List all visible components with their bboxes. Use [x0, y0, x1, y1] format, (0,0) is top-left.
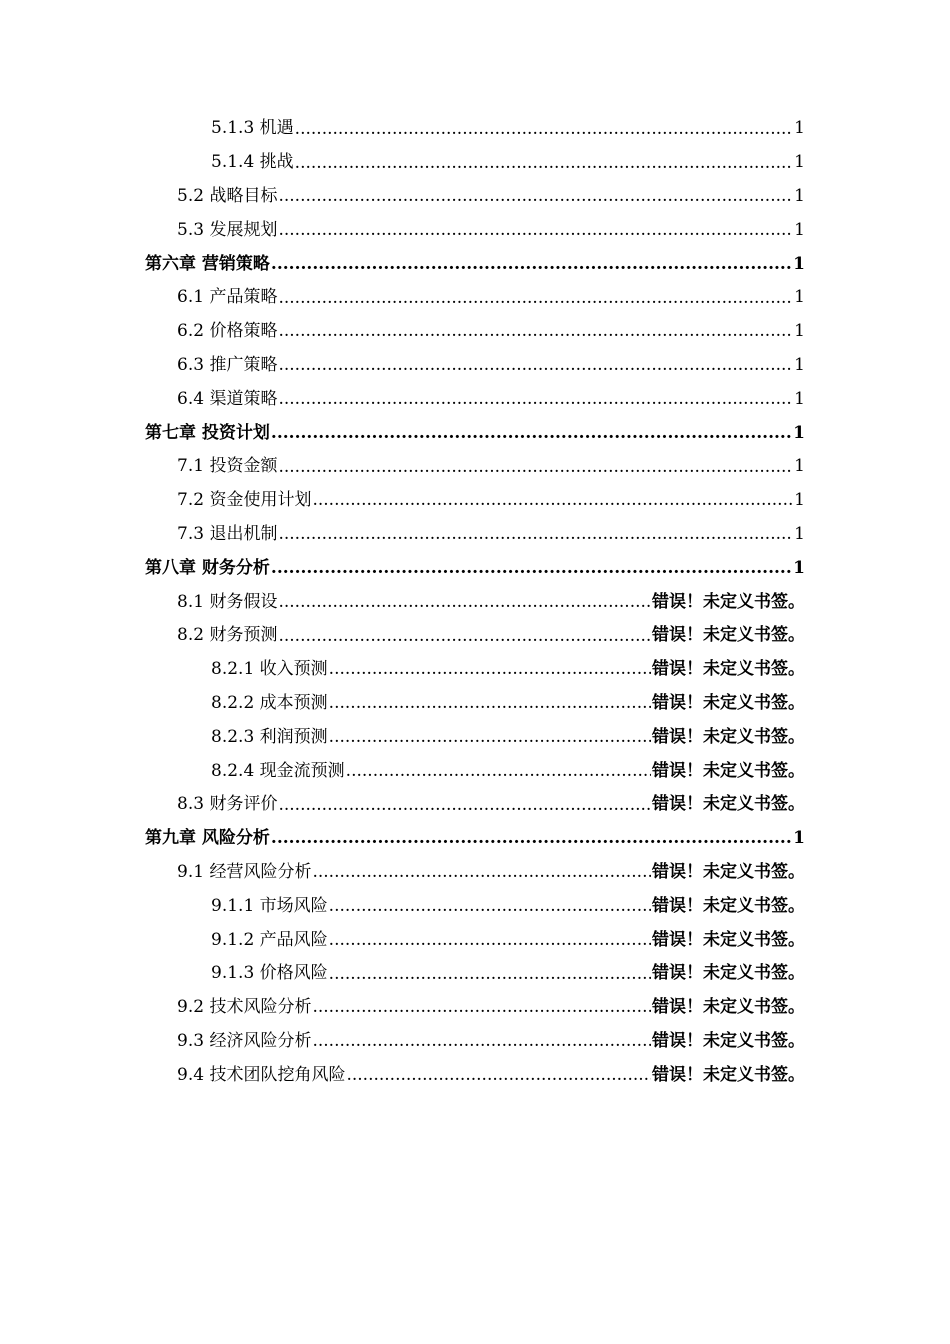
toc-page-number: 1: [794, 523, 805, 544]
toc-dot-leader: [278, 524, 793, 544]
toc-entry-label: 8.2.4 现金流预测: [211, 760, 345, 781]
toc-bookmark-error: 错误！未定义书签。: [652, 1064, 805, 1085]
toc-dot-leader: [271, 423, 792, 443]
toc-dot-leader: [312, 862, 651, 882]
toc-bookmark-error: 错误！未定义书签。: [652, 1030, 805, 1051]
toc-page-number: 1: [794, 152, 805, 173]
toc-entry[interactable]: [0, 1025, 950, 1059]
toc-entry-label: 6.2 价格策略: [177, 321, 278, 342]
toc-page-number: 1: [793, 253, 805, 274]
toc-entry-label: 5.1.3 机遇: [211, 118, 294, 139]
toc-entry[interactable]: [0, 1058, 950, 1092]
toc-entry-label: 第七章 投资计划: [145, 422, 270, 443]
toc-page-number: 1: [794, 490, 805, 511]
toc-dot-leader: [312, 997, 651, 1017]
toc-entry-label: 9.1.1 市场风险: [211, 895, 328, 916]
toc-dot-leader: [312, 1031, 651, 1051]
toc-bookmark-error: 错误！未定义书签。: [652, 760, 805, 781]
toc-entry[interactable]: [0, 991, 950, 1025]
toc-entry-label: 9.4 技术团队挖角风险: [177, 1064, 346, 1085]
toc-entry-label: 第九章 风险分析: [145, 828, 270, 849]
toc-chapter-entry[interactable]: [0, 822, 950, 856]
toc-entry-label: 9.1 经营风险分析: [177, 861, 312, 882]
toc-page-number: 1: [793, 422, 805, 443]
toc-dot-leader: [295, 153, 794, 173]
toc-dot-leader: [278, 321, 793, 341]
toc-entry-label: 9.2 技术风险分析: [177, 997, 312, 1018]
toc-dot-leader: [329, 659, 651, 679]
toc-dot-leader: [329, 693, 651, 713]
toc-entry[interactable]: [0, 281, 950, 315]
toc-entry[interactable]: [0, 315, 950, 349]
toc-bookmark-error: 错误！未定义书签。: [652, 997, 805, 1018]
toc-entry[interactable]: [0, 957, 950, 991]
toc-entry[interactable]: [0, 450, 950, 484]
toc-entry[interactable]: [0, 923, 950, 957]
toc-entry[interactable]: [0, 349, 950, 383]
table-of-contents: [0, 112, 950, 1092]
toc-dot-leader: [329, 964, 651, 984]
toc-page-number: 1: [794, 219, 805, 240]
toc-page-number: 1: [794, 287, 805, 308]
toc-page-number: 1: [793, 557, 805, 578]
toc-bookmark-error: 错误！未定义书签。: [652, 963, 805, 984]
toc-entry[interactable]: [0, 213, 950, 247]
toc-entry-label: 6.1 产品策略: [177, 287, 278, 308]
toc-entry-label: 9.1.3 价格风险: [211, 963, 328, 984]
toc-dot-leader: [278, 626, 651, 646]
toc-dot-leader: [278, 186, 793, 206]
toc-dot-leader: [295, 119, 794, 139]
toc-bookmark-error: 错误！未定义书签。: [652, 726, 805, 747]
toc-dot-leader: [271, 558, 792, 578]
toc-entry[interactable]: [0, 788, 950, 822]
toc-entry[interactable]: [0, 484, 950, 518]
toc-dot-leader: [278, 220, 793, 240]
toc-entry-label: 8.2.3 利润预测: [211, 726, 328, 747]
toc-entry-label: 5.1.4 挑战: [211, 152, 294, 173]
toc-dot-leader: [271, 828, 792, 848]
toc-entry-label: 8.2.1 收入预测: [211, 659, 328, 680]
toc-entry[interactable]: [0, 687, 950, 721]
toc-entry[interactable]: [0, 112, 950, 146]
toc-bookmark-error: 错误！未定义书签。: [652, 794, 805, 815]
toc-bookmark-error: 错误！未定义书签。: [652, 659, 805, 680]
toc-bookmark-error: 错误！未定义书签。: [652, 591, 805, 612]
toc-entry-label: 8.2.2 成本预测: [211, 692, 328, 713]
toc-entry-label: 7.1 投资金额: [177, 456, 278, 477]
toc-page-number: 1: [794, 185, 805, 206]
toc-dot-leader: [346, 761, 651, 781]
toc-dot-leader: [271, 254, 792, 274]
toc-page-number: 1: [794, 321, 805, 342]
toc-entry[interactable]: [0, 382, 950, 416]
toc-entry-label: 5.3 发展规划: [177, 219, 278, 240]
toc-chapter-entry[interactable]: [0, 416, 950, 450]
toc-page-number: 1: [794, 456, 805, 477]
toc-entry[interactable]: [0, 889, 950, 923]
toc-entry-label: 6.4 渠道策略: [177, 388, 278, 409]
toc-entry[interactable]: [0, 146, 950, 180]
toc-bookmark-error: 错误！未定义书签。: [652, 895, 805, 916]
toc-entry-label: 8.1 财务假设: [177, 591, 278, 612]
toc-page-number: 1: [794, 118, 805, 139]
toc-entry-label: 8.2 财务预测: [177, 625, 278, 646]
toc-dot-leader: [278, 288, 793, 308]
toc-bookmark-error: 错误！未定义书签。: [652, 929, 805, 950]
toc-bookmark-error: 错误！未定义书签。: [652, 692, 805, 713]
toc-entry[interactable]: [0, 585, 950, 619]
toc-entry[interactable]: [0, 653, 950, 687]
toc-dot-leader: [278, 355, 793, 375]
toc-entry[interactable]: [0, 856, 950, 890]
toc-bookmark-error: 错误！未定义书签。: [652, 625, 805, 646]
toc-entry-label: 7.2 资金使用计划: [177, 490, 312, 511]
toc-chapter-entry[interactable]: [0, 247, 950, 281]
toc-entry-label: 7.3 退出机制: [177, 523, 278, 544]
toc-dot-leader: [278, 592, 651, 612]
toc-entry-label: 5.2 战略目标: [177, 185, 278, 206]
toc-dot-leader: [329, 896, 651, 916]
toc-entry-label: 第六章 营销策略: [145, 253, 270, 274]
toc-dot-leader: [278, 457, 793, 477]
toc-dot-leader: [278, 389, 793, 409]
toc-dot-leader: [346, 1065, 651, 1085]
toc-chapter-entry[interactable]: [0, 551, 950, 585]
toc-dot-leader: [329, 930, 651, 950]
toc-entry[interactable]: [0, 720, 950, 754]
toc-dot-leader: [312, 490, 793, 510]
toc-entry-label: 9.1.2 产品风险: [211, 929, 328, 950]
toc-page-number: 1: [794, 388, 805, 409]
toc-page-number: 1: [793, 828, 805, 849]
toc-dot-leader: [329, 727, 651, 747]
toc-bookmark-error: 错误！未定义书签。: [652, 861, 805, 882]
toc-entry[interactable]: [0, 518, 950, 552]
toc-entry[interactable]: [0, 754, 950, 788]
toc-entry[interactable]: [0, 619, 950, 653]
toc-entry-label: 6.3 推广策略: [177, 354, 278, 375]
toc-entry-label: 第八章 财务分析: [145, 557, 270, 578]
toc-page-number: 1: [794, 354, 805, 375]
toc-entry[interactable]: [0, 180, 950, 214]
toc-entry-label: 8.3 财务评价: [177, 794, 278, 815]
toc-dot-leader: [278, 795, 651, 815]
toc-entry-label: 9.3 经济风险分析: [177, 1030, 312, 1051]
